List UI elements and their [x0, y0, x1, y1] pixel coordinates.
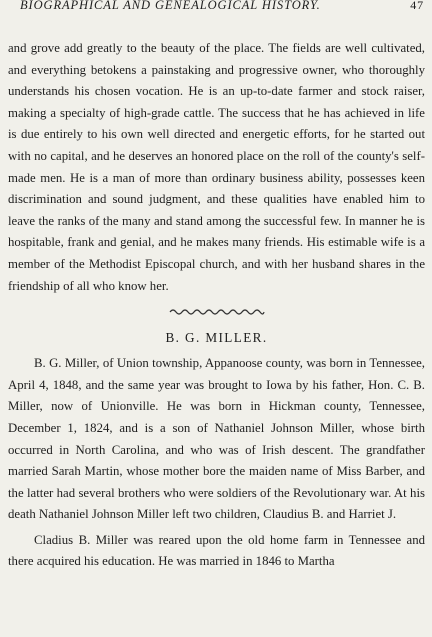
paragraph-biography-2: Cladius B. Miller was reared upon the old home farm in Tennessee and there acquired his education. He was married in 1846 to Martha	[8, 532, 425, 569]
paragraph-biography-1: B. G. Miller, of Union township, Appanoose county, was born in Tennessee, April 4, 1848, and the same year was brought to Iowa by his father, Hon. C. B. Miller, now of Unionville. He was born in Hickman county, Tennessee, December 1, 1824, and is a son of Nathaniel Johnson Miller, whose birth occurred in North Carolina, and who was of Irish descent. The grandfather married Sarah Martin, whose mother bore the maiden name of Miss Barber, and the latter had several brothers who were soldiers of the Revolutionary war. At his death Nathaniel Johnson Miller left two children, Claudius B. and Harriet J.	[8, 356, 425, 522]
section-heading: B. G. MILLER.	[165, 330, 268, 346]
header-title: BIOGRAPHICAL AND GENEALOGICAL HISTORY.	[20, 0, 321, 12]
page-body	[8, 38, 425, 573]
paragraph-continuation: and grove add greatly to the beauty of the place. The fields are well cultivated, and everything betokens a painstaking and progressive owner, who thoroughly understands his chosen vocation. He is an up-to-date farmer and stock raiser, making a specialty of high-grade cattle. The success that he has achieved in life is due entirely to his own well directed and energetic efforts, for he started out with no capital, and he deserves an honored place on the roll of the county's self-made men. He is a man of more than ordinary business ability, possesses keen discrimination and sound judgment, and these qualities have enabled him to leave the ranks of the many and stand among the successful few. In manner he is hospitable, frank and genial, and he makes many friends. His estimable wife is a member of the Methodist Episcopal church, and with her husband shares in the friendship of all who know her.	[8, 41, 425, 293]
wavy-line-icon	[169, 307, 265, 317]
section-divider-ornament	[8, 307, 425, 317]
running-header	[20, 0, 424, 16]
page-number: 47	[410, 0, 424, 12]
